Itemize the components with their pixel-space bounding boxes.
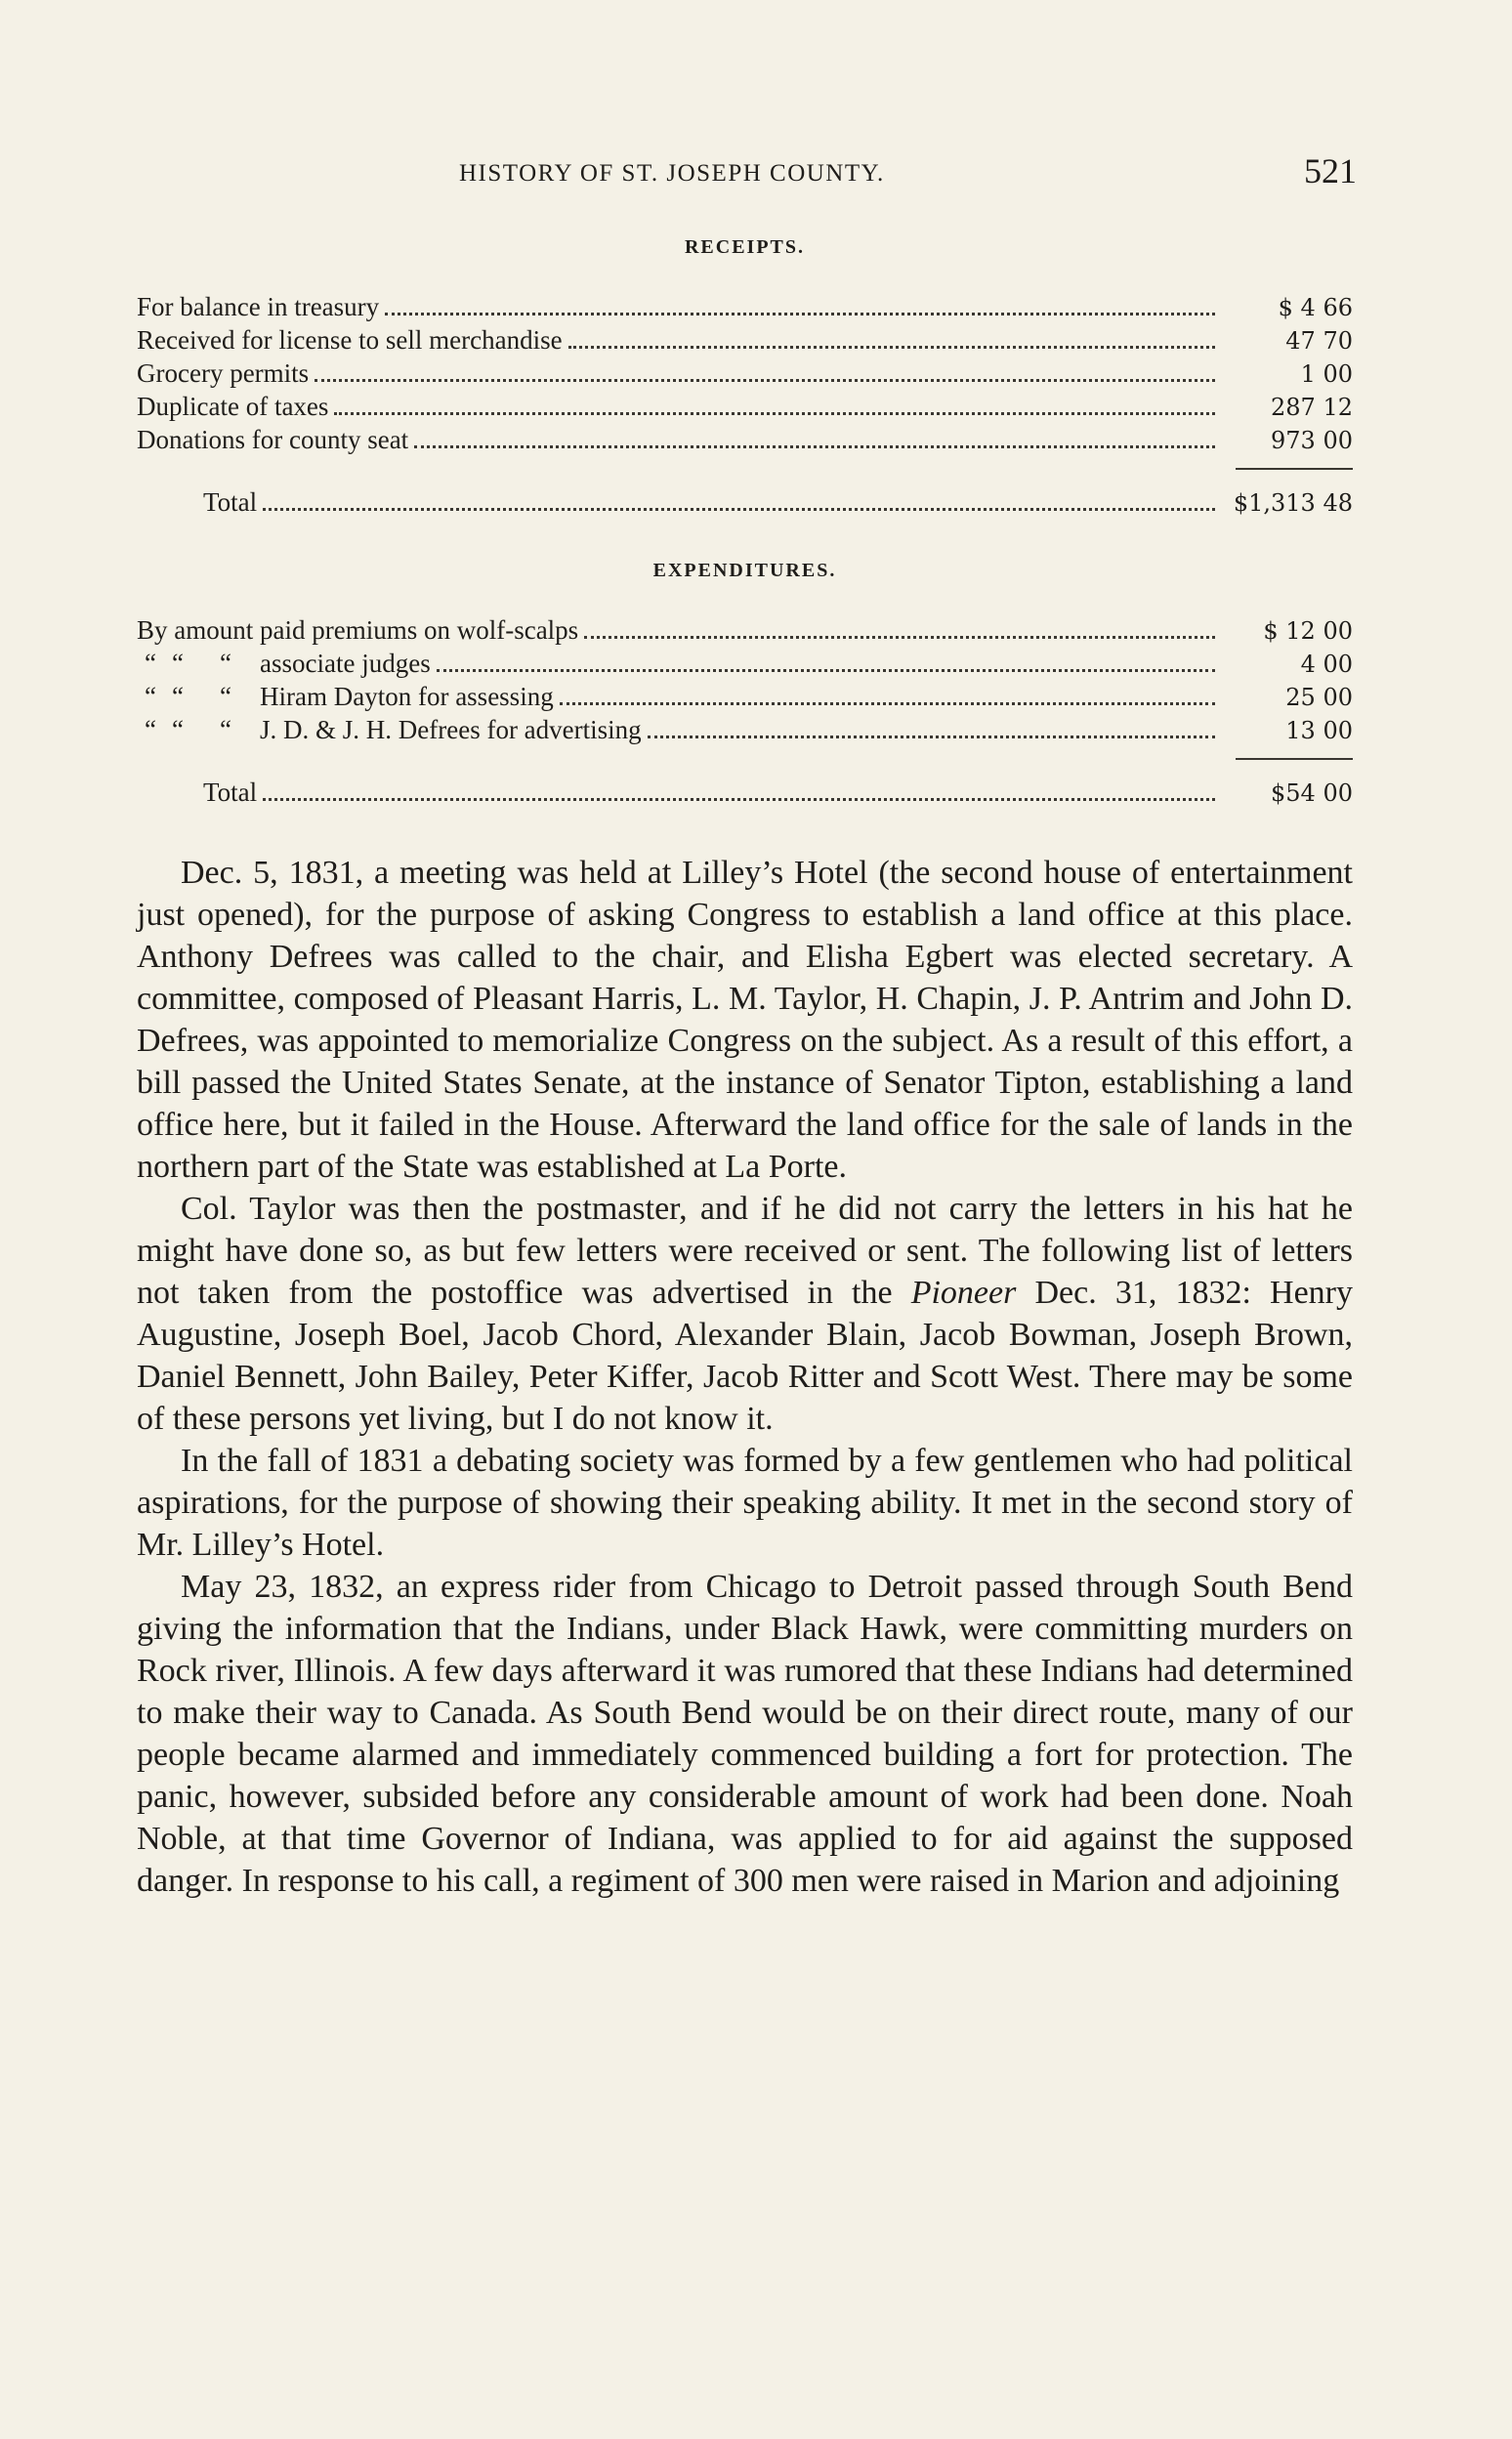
ledger-item: Hiram Dayton for assessing (260, 682, 554, 711)
ledger-row (137, 358, 1353, 392)
ledger-label (137, 615, 578, 646)
ledger-row (137, 615, 1353, 649)
ledger-row (137, 392, 1353, 425)
dot-leader (334, 412, 1215, 415)
dot-leader (263, 508, 1215, 511)
dot-leader (584, 636, 1215, 639)
ledger-amount: 973 00 (1271, 427, 1353, 454)
ledger-label: Grocery permits (137, 358, 310, 388)
newspaper-title: Pioneer (910, 1275, 1017, 1311)
sum-rule (1236, 468, 1353, 470)
narrative-text (137, 852, 1353, 1902)
total-amount: $1,313 48 (1233, 489, 1353, 517)
ditto-mark: “ (220, 682, 231, 711)
ledger-label: Donations for county seat (137, 425, 409, 454)
running-title: HISTORY OF ST. JOSEPH COUNTY. (459, 160, 885, 187)
ledger-amount: 1 00 (1300, 360, 1353, 388)
ledger-amount: 47 70 (1285, 327, 1353, 355)
page-number: 521 (1304, 151, 1357, 190)
paragraph-text: Col. Taylor was then the postmaster, and if he did not carry the letters in his hat he might have done so, as but few letters were received or sent. The following list of letters not taken from the postoffice was advertised in the (137, 1191, 1353, 1311)
book-page (137, 147, 1357, 1902)
expenditures-ledger (137, 615, 1353, 811)
paragraph-text: Dec. 31, 1832: Henry Augustine, Joseph Boel, Jacob Chord, Alexander Blain, Jacob Bowman, Joseph Brown, Daniel Bennett, John Bailey, Peter Kiffer, Jacob Ritter and Scott West. There may be some of these persons yet living, but I do not know it. (137, 1275, 1353, 1437)
dot-leader (568, 346, 1215, 349)
dot-leader (263, 798, 1215, 801)
dot-leader (414, 445, 1215, 448)
ledger-item: wolf-scalps (456, 615, 579, 645)
running-header (137, 147, 1357, 205)
ditto-mark: “ (172, 715, 184, 744)
receipts-heading: RECEIPTS. (684, 236, 806, 258)
ledger-label: For balance in treasury (137, 292, 380, 321)
dot-leader (648, 736, 1215, 738)
total-amount: $54 00 (1271, 779, 1353, 807)
ledger-amount: 4 00 (1300, 651, 1353, 678)
ledger-label (137, 682, 554, 712)
ledger-row (137, 682, 1353, 715)
ditto-mark: “ (172, 682, 184, 711)
ditto-mark: “ (145, 649, 156, 678)
dot-leader (315, 379, 1215, 382)
ledger-label: Received for license to sell merchandise (137, 325, 563, 355)
expenditures-total-row (137, 778, 1353, 811)
ledger-row (137, 292, 1353, 325)
ledger-amount: 25 00 (1285, 684, 1353, 711)
ledger-label (137, 649, 431, 679)
receipts-total-row (137, 487, 1353, 521)
ledger-amount: $ 12 00 (1263, 617, 1353, 645)
paragraph: Dec. 5, 1831, a meeting was held at Lilley’s Hotel (the second house of entertainment just opened), for the purpose of asking Congress to establish a land office at this place. Anthony Defrees was called to the chair, and Elisha Egbert was elected secretary. A committee, composed of Pleasant Harris, L. M. Taylor, H. Chapin, J. P. Antrim and John D. Defrees, was appointed to memorialize Congress on the subject. As a result of this effort, a bill passed the United States Senate, at the instance of Senator Tipton, establishing a land office here, but it failed in the House. Afterward the land office for the sale of lands in the northern part of the State was established at La Porte. (137, 855, 1353, 1185)
ledger-label (137, 715, 642, 745)
ditto-mark: “ (145, 715, 156, 744)
ledger-amount: 287 12 (1271, 394, 1353, 421)
ditto-mark: “ (220, 649, 231, 678)
expenditures-heading: EXPENDITURES. (652, 560, 837, 581)
ledger-item: J. D. & J. H. Defrees for advertising (260, 715, 642, 744)
paragraph (137, 1188, 1353, 1440)
ledger-prefix: By amount paid premiums on (137, 615, 450, 645)
total-label: Total (203, 487, 258, 517)
ledger-row (137, 325, 1353, 358)
receipts-ledger (137, 292, 1353, 521)
ditto-mark: “ (172, 649, 184, 678)
ditto-mark: “ (220, 715, 231, 744)
ledger-item: associate judges (260, 649, 431, 678)
paragraph: May 23, 1832, an express rider from Chicago to Detroit passed through South Bend giving the information that the Indians, under Black Hawk, were committing murders on Rock river, Illinois. A few days afterward it was rumored that these Indians had determined to make their way to Canada. As South Bend would be on their direct route, many of our people became alarmed and immediately commenced building a fort for protection. The panic, however, subsided before any considerable amount of work had been done. Noah Noble, at that time Governor of Indiana, was applied to for aid against the supposed danger. In response to his call, a regiment of 300 men were raised in Marion and adjoining (137, 1569, 1353, 1899)
ledger-label: Duplicate of taxes (137, 392, 329, 421)
ditto-mark: “ (145, 682, 156, 711)
dot-leader (437, 669, 1215, 672)
ledger-amount: $ 4 66 (1278, 294, 1353, 321)
ledger-row (137, 715, 1353, 748)
ledger-row (137, 425, 1353, 458)
sum-rule (1236, 758, 1353, 760)
ledger-amount: 13 00 (1285, 717, 1353, 744)
dot-leader (385, 313, 1215, 315)
paragraph: In the fall of 1831 a debating society was formed by a few gentlemen who had political aspirations, for the purpose of showing their speaking ability. It met in the second story of Mr. Lilley’s Hotel. (137, 1443, 1353, 1563)
dot-leader (560, 702, 1215, 705)
ledger-row (137, 649, 1353, 682)
total-label: Total (203, 778, 258, 807)
